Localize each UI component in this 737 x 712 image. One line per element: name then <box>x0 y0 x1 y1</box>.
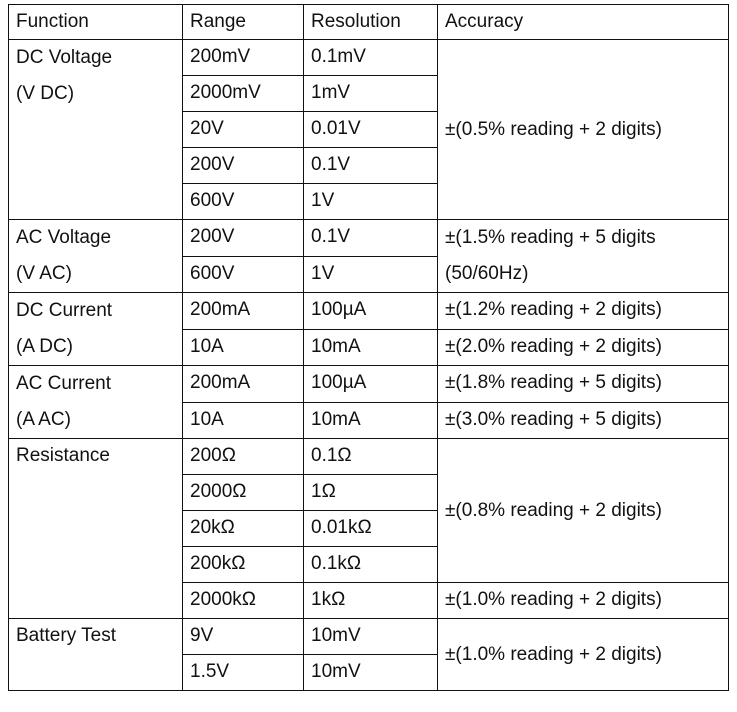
accuracy-cell: ±(0.5% reading + 2 digits) <box>438 40 729 220</box>
resolution-cell: 10mV <box>304 619 438 655</box>
table-row <box>9 366 729 403</box>
resolution-cell: 1Ω <box>304 475 438 511</box>
table-row <box>9 40 729 76</box>
range-cell: 200mA <box>183 293 304 330</box>
table-header-row <box>9 5 729 40</box>
resolution-cell: 1mV <box>304 76 438 112</box>
table-row <box>9 619 729 655</box>
function-name: AC Current <box>16 373 112 394</box>
accuracy-cell: ±(2.0% reading + 2 digits) <box>438 329 729 366</box>
resolution-cell: 10mA <box>304 329 438 366</box>
range-cell: 200mV <box>183 40 304 76</box>
function-name: DC Current <box>16 300 113 321</box>
resolution-cell: 1V <box>304 184 438 220</box>
range-cell: 600V <box>183 184 304 220</box>
accuracy-cell: ±(1.0% reading + 2 digits) <box>438 619 729 691</box>
accuracy-cell: ±(3.0% reading + 5 digits) <box>438 402 729 439</box>
range-cell: 2000kΩ <box>183 583 304 619</box>
range-cell: 20kΩ <box>183 511 304 547</box>
range-cell: 200V <box>183 220 304 257</box>
range-cell: 600V <box>183 256 304 293</box>
range-cell: 1.5V <box>183 655 304 691</box>
resolution-cell: 100µA <box>304 293 438 330</box>
resolution-cell: 1kΩ <box>304 583 438 619</box>
resolution-cell: 10mA <box>304 402 438 439</box>
accuracy-line: ±(1.5% reading + 5 digits <box>445 227 656 248</box>
table-row <box>9 293 729 330</box>
accuracy-cell: ±(1.2% reading + 2 digits) <box>438 293 729 330</box>
function-battery-test: Battery Test <box>9 619 183 691</box>
resolution-cell: 100µA <box>304 366 438 403</box>
range-cell: 2000Ω <box>183 475 304 511</box>
accuracy-cell: ±(1.0% reading + 2 digits) <box>438 583 729 619</box>
function-dc-voltage <box>9 40 183 220</box>
resolution-cell: 0.1V <box>304 220 438 257</box>
range-cell: 200Ω <box>183 439 304 475</box>
range-cell: 10A <box>183 402 304 439</box>
table-row <box>9 439 729 475</box>
accuracy-line: (50/60Hz) <box>445 263 529 284</box>
resolution-cell: 0.1kΩ <box>304 547 438 583</box>
resolution-cell: 1V <box>304 256 438 293</box>
range-cell: 200V <box>183 148 304 184</box>
function-unit: (A AC) <box>16 409 71 430</box>
function-ac-current <box>9 366 183 439</box>
accuracy-cell: ±(1.8% reading + 5 digits) <box>438 366 729 403</box>
resolution-cell: 10mV <box>304 655 438 691</box>
resolution-cell: 0.01V <box>304 112 438 148</box>
range-cell: 20V <box>183 112 304 148</box>
accuracy-cell: ±(0.8% reading + 2 digits) <box>438 439 729 583</box>
header-accuracy: Accuracy <box>438 5 729 40</box>
header-range: Range <box>183 5 304 40</box>
range-cell: 2000mV <box>183 76 304 112</box>
function-unit: (V AC) <box>16 263 72 284</box>
function-name: AC Voltage <box>16 227 112 248</box>
function-ac-voltage <box>9 220 183 293</box>
resolution-cell: 0.1V <box>304 148 438 184</box>
header-function: Function <box>9 5 183 40</box>
function-resistance: Resistance <box>9 439 183 619</box>
spec-table <box>8 4 729 691</box>
resolution-cell: 0.1mV <box>304 40 438 76</box>
function-dc-current <box>9 293 183 366</box>
accuracy-cell <box>438 220 729 293</box>
range-cell: 200kΩ <box>183 547 304 583</box>
header-resolution: Resolution <box>304 5 438 40</box>
function-name: DC Voltage <box>16 47 113 68</box>
range-cell: 200mA <box>183 366 304 403</box>
resolution-cell: 0.1Ω <box>304 439 438 475</box>
range-cell: 10A <box>183 329 304 366</box>
range-cell: 9V <box>183 619 304 655</box>
function-unit: (V DC) <box>16 83 75 104</box>
table-row <box>9 220 729 257</box>
resolution-cell: 0.01kΩ <box>304 511 438 547</box>
function-unit: (A DC) <box>16 336 73 357</box>
